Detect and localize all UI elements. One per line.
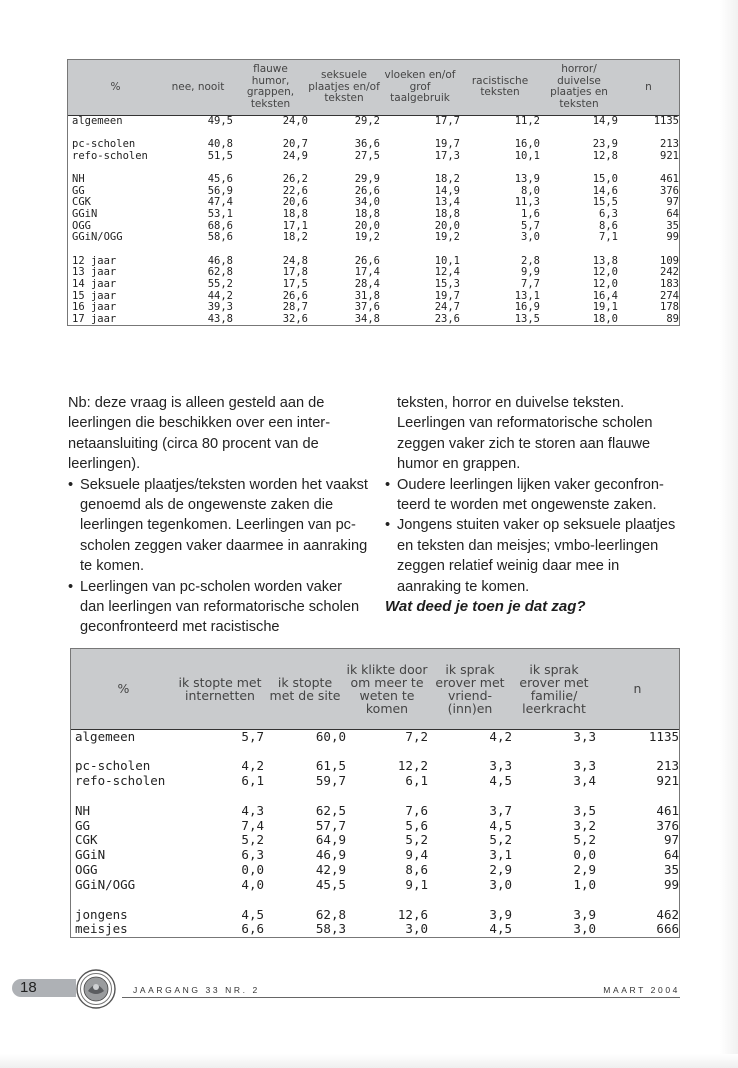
table-cell: 3,4 [573, 773, 596, 789]
row-label: OGG [72, 219, 91, 232]
table-row [71, 908, 679, 923]
table-cell: 6,3 [241, 847, 264, 863]
journal-issue: JAARGANG 33 NR. 2 [133, 985, 260, 995]
table-cell: 7,1 [599, 231, 618, 244]
table-cell: 4,5 [489, 773, 512, 789]
header-cell: ik sprak erover met vriend-(inn)en [428, 649, 512, 729]
table-cell: 13,5 [514, 312, 540, 325]
table-cell: 64 [666, 208, 679, 221]
list-item-text: Seksuele plaatjes/teksten worden het vaakst genoemd als de ongewenste zaken die leerlingen tegenkomen. Leerlingen van pc-scholen zeggen vaker daarmee in aanraking te komen. [80, 476, 368, 575]
text-column-left [68, 393, 368, 638]
table-cell: 44,2 [207, 289, 233, 302]
table-cell: 4,5 [489, 921, 512, 937]
header-cell: racistische teksten [460, 60, 540, 115]
table-row [71, 863, 679, 878]
table-cell: 9,1 [405, 876, 428, 892]
row-label: GG [72, 184, 85, 197]
seal-logo-icon [76, 969, 116, 1009]
table-cell: 3,3 [573, 728, 596, 744]
table-cell: 5,7 [241, 728, 264, 744]
table-cell: 3,7 [489, 802, 512, 818]
table-cell: 17,4 [354, 266, 380, 279]
table-cell: 39,3 [207, 301, 233, 314]
table-cell: 4,2 [241, 758, 264, 774]
table-row [71, 774, 679, 789]
table-cell: 89 [666, 312, 679, 325]
table-cell: 10,1 [514, 149, 540, 162]
table-cell: 20,0 [354, 219, 380, 232]
row-label: NH [72, 173, 85, 186]
row-label: CGK [75, 832, 98, 848]
table-cell: 7,2 [405, 728, 428, 744]
table-row [68, 279, 679, 291]
table-row [71, 759, 679, 774]
table-cell: 4,5 [241, 906, 264, 922]
bullet-icon: • [385, 517, 391, 534]
table-cell: 19,1 [592, 301, 618, 314]
table-cell: 45,6 [207, 173, 233, 186]
table-cell: 12,4 [434, 266, 460, 279]
table-cell: 45,5 [315, 876, 346, 892]
header-cell: flauwe humor, grappen, teksten [233, 60, 308, 115]
table-cell: 11,3 [514, 196, 540, 209]
table-cell: 26,2 [282, 173, 308, 186]
table-cell: 14,9 [434, 184, 460, 197]
table-cell: 3,0 [521, 231, 540, 244]
table2-grid [71, 649, 679, 937]
table-cell: 5,2 [405, 832, 428, 848]
bullet-list-left [68, 475, 368, 638]
row-label: 14 jaar [72, 278, 117, 291]
table-cell: 23,9 [592, 138, 618, 151]
table-cell: 23,6 [434, 312, 460, 325]
table-cell: 43,8 [207, 312, 233, 325]
table-row [68, 151, 679, 163]
table-cell: 18,8 [354, 208, 380, 221]
table-cell: 6,6 [241, 921, 264, 937]
section-subheading: Wat deed je toen je dat zag? [385, 598, 586, 616]
row-label: 13 jaar [72, 266, 117, 279]
table-row [68, 115, 679, 127]
table-cell: 20,6 [282, 196, 308, 209]
table-cell: 19,2 [434, 231, 460, 244]
header-cell: n [596, 649, 679, 729]
table-cell: 12,0 [592, 266, 618, 279]
header-cell: % [71, 649, 176, 729]
table-cell: 3,5 [573, 802, 596, 818]
header-cell: horror/ duivelse plaatjes en teksten [540, 60, 618, 115]
table-cell: 37,6 [354, 301, 380, 314]
table-cell: 62,8 [315, 906, 346, 922]
table-cell: 5,2 [573, 832, 596, 848]
table-cell: 34,8 [354, 312, 380, 325]
table-cell: 22,6 [282, 184, 308, 197]
table-cell: 17,3 [434, 149, 460, 162]
note-paragraph: Nb: deze vraag is alleen gesteld aan de leerlingen die beschikken over een internetaansluiting (circa 80 procent van de leerlingen). [68, 395, 331, 473]
text-column-right [385, 393, 685, 617]
table-cell: 47,4 [207, 196, 233, 209]
table-cell: 24,0 [282, 114, 308, 127]
row-spacer [71, 789, 679, 804]
table-cell: 18,2 [282, 231, 308, 244]
table-cell: 1,0 [573, 876, 596, 892]
table-cell: 15,5 [592, 196, 618, 209]
table-cell: 9,9 [521, 266, 540, 279]
footer-rule [122, 997, 680, 998]
table-cell: 3,3 [489, 758, 512, 774]
bullet-icon: • [68, 476, 74, 493]
row-label: pc-scholen [75, 758, 151, 774]
table-cell: 461 [660, 173, 679, 186]
table-row [68, 139, 679, 151]
table-cell: 213 [660, 138, 679, 151]
table-cell: 3,0 [405, 921, 428, 937]
table-cell: 16,0 [514, 138, 540, 151]
table-cell: 55,2 [207, 278, 233, 291]
table-cell: 15,3 [434, 278, 460, 291]
continued-paragraph: teksten, horror en duivelse teksten. Leerlingen van reformatorische scholen zeggen vaker zich te storen aan flauwe humor en grappen. [397, 395, 653, 473]
row-spacer [71, 744, 679, 759]
table-cell: 666 [656, 921, 679, 937]
table-row [71, 922, 679, 937]
table-cell: 42,9 [315, 862, 346, 878]
table-cell: 11,2 [514, 114, 540, 127]
table-cell: 64 [663, 847, 679, 863]
table-cell: 8,0 [521, 184, 540, 197]
table-cell: 99 [663, 876, 679, 892]
table-cell: 12,6 [397, 906, 428, 922]
table-cell: 15,0 [592, 173, 618, 186]
table-cell: 183 [660, 278, 679, 291]
row-label: 12 jaar [72, 254, 117, 267]
table-cell: 17,8 [282, 266, 308, 279]
table-cell: 8,6 [405, 862, 428, 878]
table-cell: 28,7 [282, 301, 308, 314]
table-reaction [70, 648, 680, 938]
table-cell: 14,9 [592, 114, 618, 127]
table-cell: 274 [660, 289, 679, 302]
table-cell: 2,9 [489, 862, 512, 878]
table-cell: 0,0 [241, 862, 264, 878]
table-cell: 29,9 [354, 173, 380, 186]
table-cell: 59,7 [315, 773, 346, 789]
header-cell: nee, nooit [163, 60, 233, 115]
table-row [71, 819, 679, 834]
table-cell: 3,9 [573, 906, 596, 922]
table-cell: 376 [660, 184, 679, 197]
table-unwanted-content [67, 59, 680, 326]
row-label: CGK [72, 196, 91, 209]
table-cell: 3,2 [573, 817, 596, 833]
row-label: OGG [75, 862, 98, 878]
table-cell: 6,3 [599, 208, 618, 221]
row-label: GGiN [75, 847, 106, 863]
table-cell: 32,6 [282, 312, 308, 325]
table-row [71, 878, 679, 893]
table-cell: 17,7 [434, 114, 460, 127]
table-cell: 921 [656, 773, 679, 789]
table-cell: 53,1 [207, 208, 233, 221]
table-cell: 61,5 [315, 758, 346, 774]
table-cell: 64,9 [315, 832, 346, 848]
table-cell: 51,5 [207, 149, 233, 162]
header-cell: ik stopte met de site [264, 649, 346, 729]
bullet-icon: • [68, 578, 74, 595]
list-item [385, 475, 685, 516]
table-cell: 7,4 [241, 817, 264, 833]
table-cell: 16,9 [514, 301, 540, 314]
header-cell: seksuele plaatjes en/of teksten [308, 60, 380, 115]
table-cell: 1135 [648, 728, 679, 744]
row-label: NH [75, 802, 91, 818]
header-cell: ik sprak erover met familie/ leerkracht [512, 649, 596, 729]
row-label: 16 jaar [72, 301, 117, 314]
table-cell: 58,3 [315, 921, 346, 937]
table-cell: 60,0 [315, 728, 346, 744]
table-cell: 18,8 [434, 208, 460, 221]
header-cell: n [618, 60, 679, 115]
table-cell: 31,8 [354, 289, 380, 302]
table-cell: 5,2 [489, 832, 512, 848]
table-cell: 4,3 [241, 802, 264, 818]
table-cell: 10,1 [434, 254, 460, 267]
table1-grid [68, 60, 679, 325]
table-cell: 376 [656, 817, 679, 833]
table-cell: 6,1 [241, 773, 264, 789]
table-cell: 97 [663, 832, 679, 848]
table-cell: 3,9 [489, 906, 512, 922]
table-cell: 24,7 [434, 301, 460, 314]
list-item [68, 475, 368, 577]
table-cell: 0,0 [573, 847, 596, 863]
table-cell: 99 [666, 231, 679, 244]
table-cell: 12,8 [592, 149, 618, 162]
table-cell: 9,4 [405, 847, 428, 863]
row-spacer [71, 893, 679, 908]
table-cell: 24,8 [282, 254, 308, 267]
table-cell: 19,7 [434, 289, 460, 302]
page-footer [0, 968, 738, 1008]
table-cell: 13,4 [434, 196, 460, 209]
table-cell: 40,8 [207, 138, 233, 151]
table-cell: 8,6 [599, 219, 618, 232]
table-row [71, 804, 679, 819]
row-label: GGiN/OGG [75, 876, 136, 892]
table-cell: 19,7 [434, 138, 460, 151]
bullet-list-right [385, 475, 685, 597]
row-label: refo-scholen [72, 149, 148, 162]
header-cell: vloeken en/of grof taalgebruik [380, 60, 460, 115]
page-edge-shadow [720, 0, 738, 1068]
row-label: algemeen [75, 728, 136, 744]
table-cell: 49,5 [207, 114, 233, 127]
table-cell: 109 [660, 254, 679, 267]
table-row [68, 314, 679, 326]
page-bottom-shadow [0, 1054, 738, 1068]
row-label: 15 jaar [72, 289, 117, 302]
table-cell: 3,0 [489, 876, 512, 892]
table-cell: 4,2 [489, 728, 512, 744]
row-label: 17 jaar [72, 312, 117, 325]
table-cell: 7,6 [405, 802, 428, 818]
table-cell: 28,4 [354, 278, 380, 291]
table-cell: 12,2 [397, 758, 428, 774]
row-label: jongens [75, 906, 128, 922]
table-cell: 29,2 [354, 114, 380, 127]
list-item-text: Jongens stuiten vaker op seksuele plaatjes en teksten dan meisjes; vmbo-leerlingen zeggen relatief weinig daar mee in aanraking te komen. [397, 517, 676, 595]
row-label: refo-scholen [75, 773, 166, 789]
table-cell: 34,0 [354, 196, 380, 209]
table-cell: 4,5 [489, 817, 512, 833]
table-cell: 46,9 [315, 847, 346, 863]
issue-date: MAART 2004 [603, 985, 680, 995]
table-cell: 2,9 [573, 862, 596, 878]
table-cell: 35 [663, 862, 679, 878]
row-label: GGiN/OGG [72, 231, 123, 244]
list-item [385, 515, 685, 597]
list-item-text: Oudere leerlingen lijken vaker geconfronteerd te worden met ongewenste zaken. [397, 476, 664, 514]
table-cell: 213 [656, 758, 679, 774]
table-cell: 462 [656, 906, 679, 922]
table-cell: 5,7 [521, 219, 540, 232]
bullet-icon: • [385, 476, 391, 493]
table-cell: 57,7 [315, 817, 346, 833]
table-cell: 97 [666, 196, 679, 209]
table-cell: 18,8 [282, 208, 308, 221]
table-cell: 13,9 [514, 173, 540, 186]
table-cell: 36,6 [354, 138, 380, 151]
table-cell: 6,1 [405, 773, 428, 789]
table-cell: 17,1 [282, 219, 308, 232]
row-label: pc-scholen [72, 138, 136, 151]
table-cell: 27,5 [354, 149, 380, 162]
table-row [68, 232, 679, 244]
table-cell: 3,1 [489, 847, 512, 863]
table-cell: 20,7 [282, 138, 308, 151]
table-cell: 20,0 [434, 219, 460, 232]
table-cell: 4,0 [241, 876, 264, 892]
list-item-text: Leerlingen van pc-scholen worden vaker dan leerlingen van reformatorische scholen geconfronteerd met racistische [80, 578, 360, 636]
table-cell: 1,6 [521, 208, 540, 221]
table-cell: 14,6 [592, 184, 618, 197]
table-cell: 13,8 [592, 254, 618, 267]
table-cell: 26,6 [354, 254, 380, 267]
table-cell: 18,0 [592, 312, 618, 325]
table-cell: 12,0 [592, 278, 618, 291]
table-cell: 16,4 [592, 289, 618, 302]
header-cell: % [68, 60, 163, 115]
header-cell: ik klikte door om meer te weten te komen [346, 649, 428, 729]
table-cell: 7,7 [521, 278, 540, 291]
table-cell: 35 [666, 219, 679, 232]
row-label: GGiN [72, 208, 98, 221]
table-cell: 178 [660, 301, 679, 314]
row-label: GG [75, 817, 91, 833]
table-cell: 2,8 [521, 254, 540, 267]
table-cell: 24,9 [282, 149, 308, 162]
page-number: 18 [20, 979, 37, 996]
table-cell: 3,0 [573, 921, 596, 937]
table-cell: 19,2 [354, 231, 380, 244]
table-cell: 921 [660, 149, 679, 162]
table-row [71, 848, 679, 863]
table-cell: 242 [660, 266, 679, 279]
table-cell: 58,6 [207, 231, 233, 244]
table-row [71, 833, 679, 848]
row-label: algemeen [72, 114, 123, 127]
table-cell: 13,1 [514, 289, 540, 302]
table-cell: 18,2 [434, 173, 460, 186]
table-cell: 26,6 [282, 289, 308, 302]
table-cell: 1135 [653, 114, 679, 127]
list-item [68, 577, 368, 638]
table-cell: 26,6 [354, 184, 380, 197]
table-cell: 461 [656, 802, 679, 818]
header-cell: ik stopte met internetten [176, 649, 264, 729]
table-cell: 17,5 [282, 278, 308, 291]
table-row [71, 729, 679, 744]
table-cell: 5,2 [241, 832, 264, 848]
table-cell: 56,9 [207, 184, 233, 197]
table-cell: 62,5 [315, 802, 346, 818]
table-cell: 46,8 [207, 254, 233, 267]
table-cell: 62,8 [207, 266, 233, 279]
table-cell: 68,6 [207, 219, 233, 232]
table-row [68, 209, 679, 221]
row-label: meisjes [75, 921, 128, 937]
table-cell: 5,6 [405, 817, 428, 833]
table-cell: 3,3 [573, 758, 596, 774]
